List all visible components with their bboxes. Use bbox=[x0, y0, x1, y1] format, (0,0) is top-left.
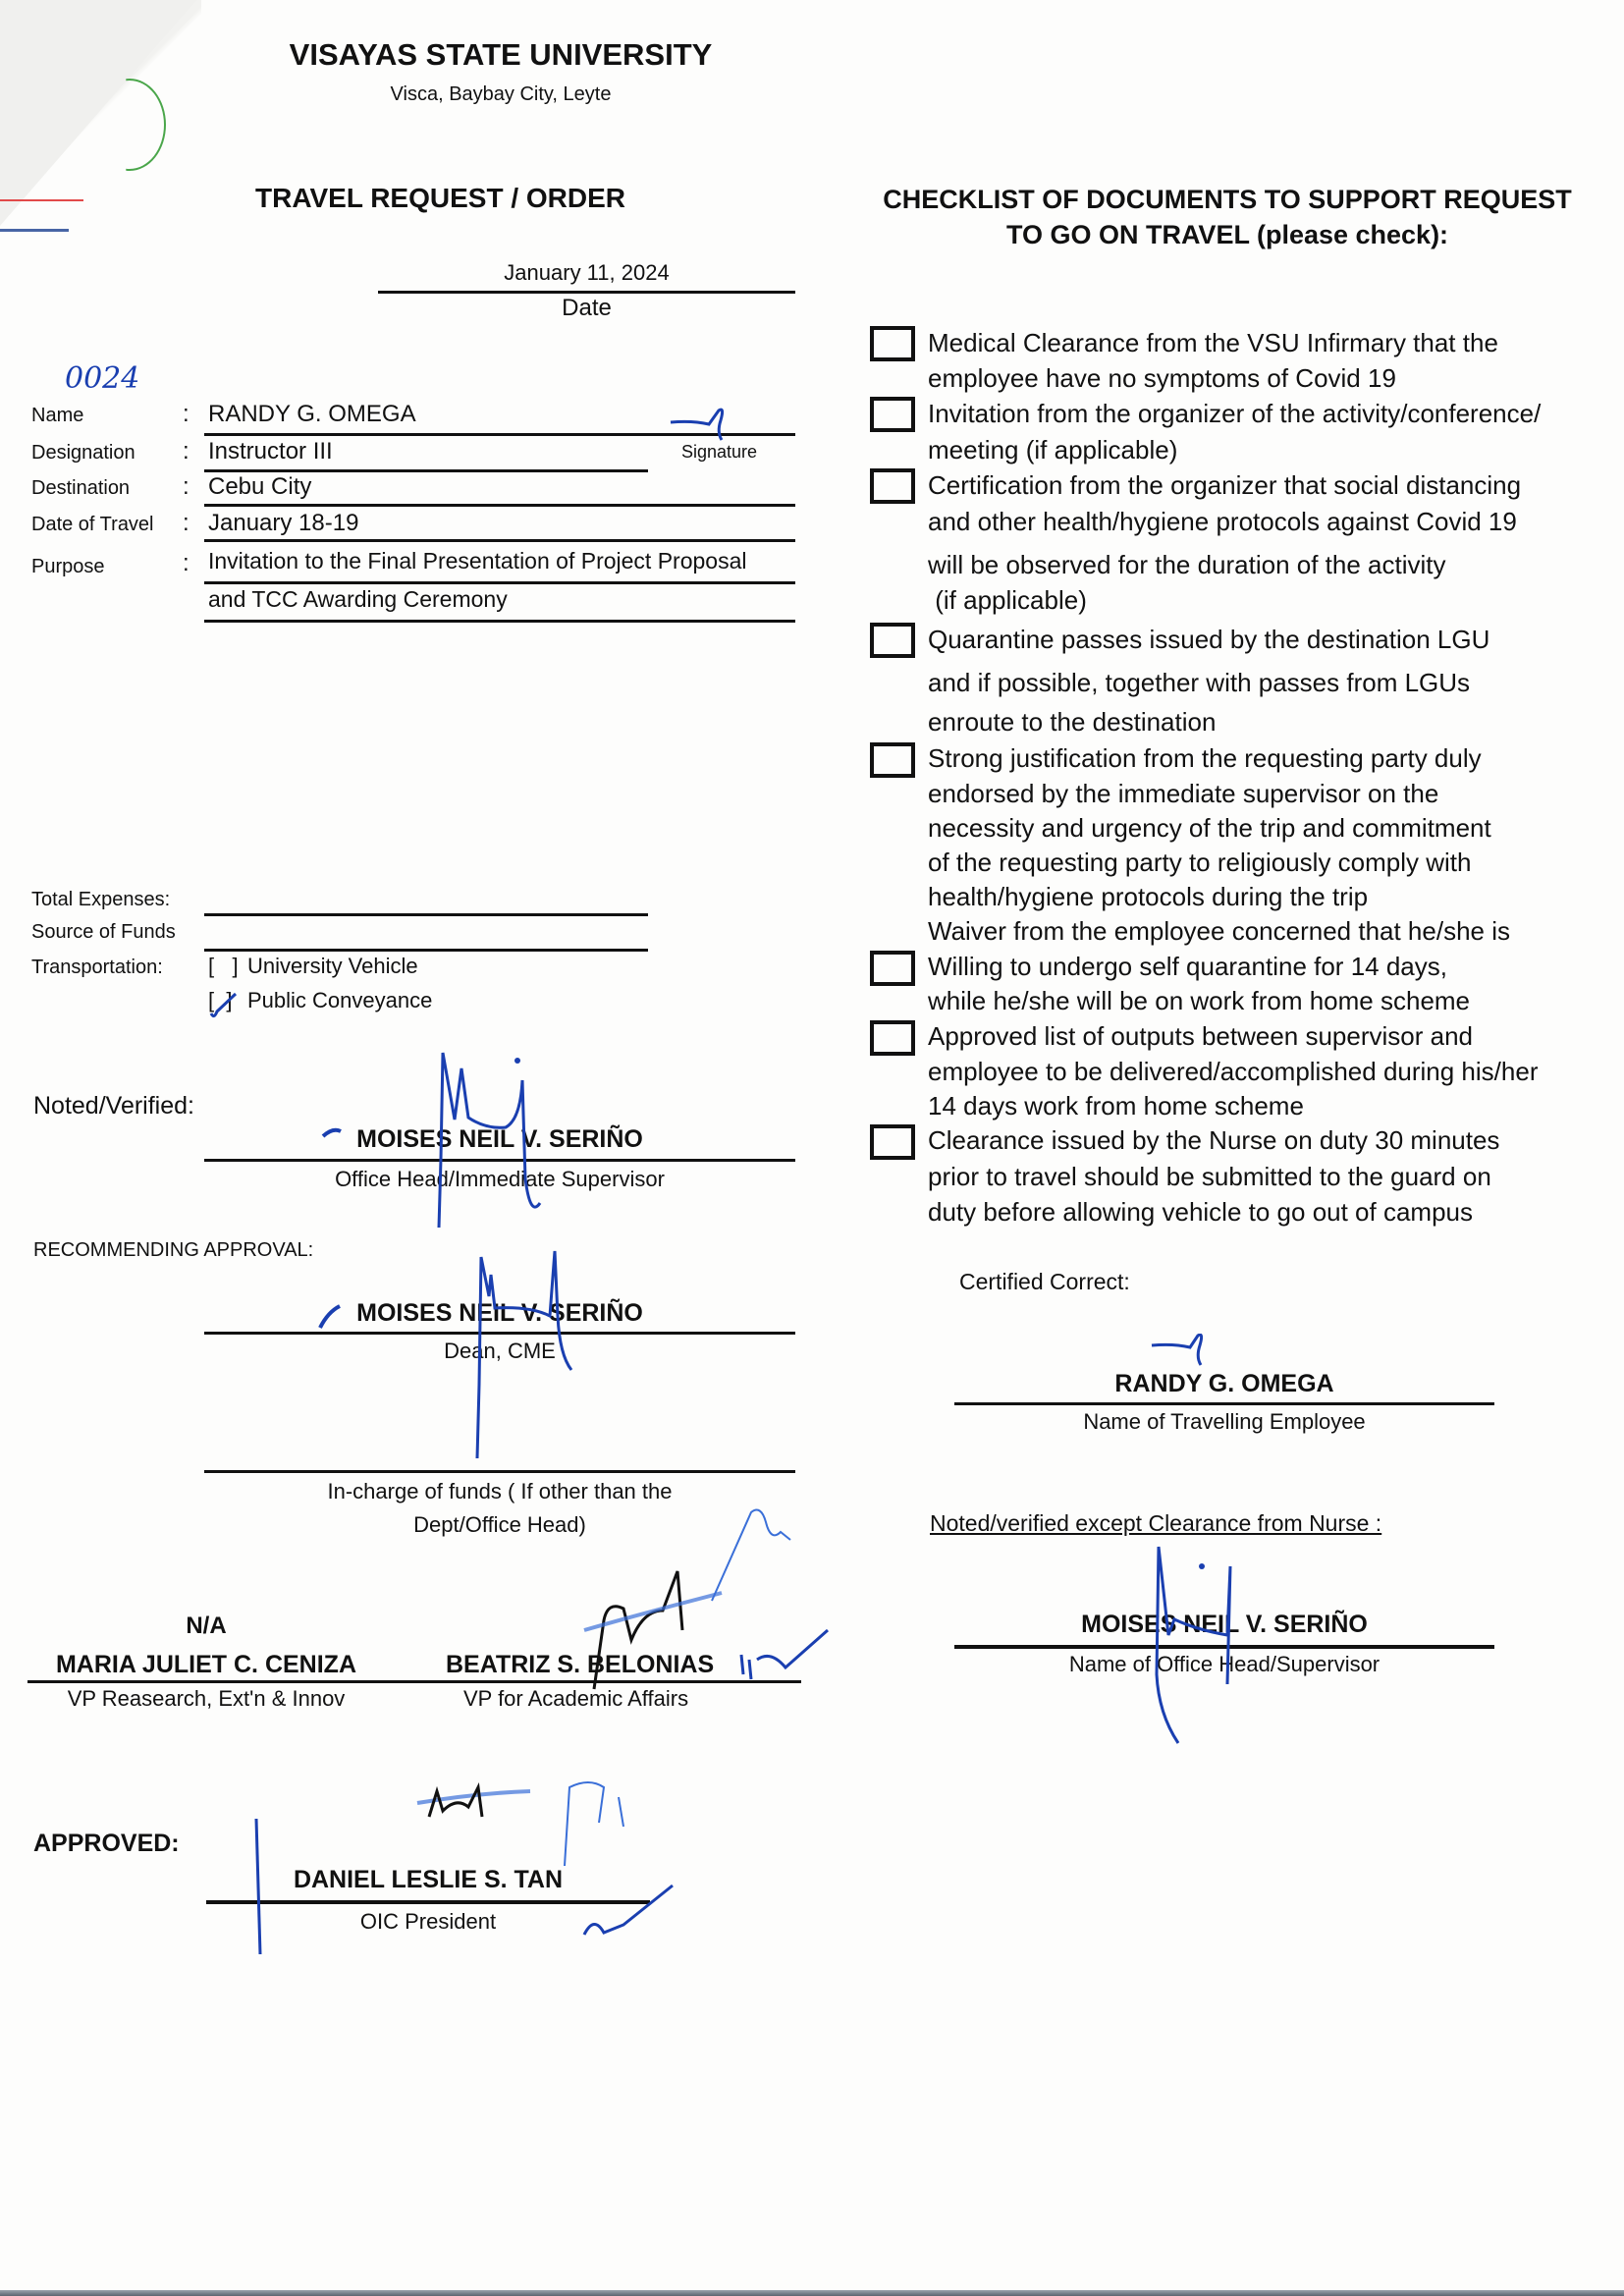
approved-label: APPROVED: bbox=[33, 1830, 180, 1857]
checklist-item-text: Invitation from the organizer of the activity/conference/ bbox=[928, 399, 1542, 428]
page-bottom-edge bbox=[0, 2290, 1624, 2296]
university-vehicle-label: University Vehicle bbox=[247, 954, 418, 978]
checklist-item-text: Quarantine passes issued by the destination LGU bbox=[928, 625, 1490, 654]
name-value[interactable]: RANDY G. OMEGA bbox=[208, 401, 416, 427]
colon: : bbox=[183, 510, 189, 536]
checklist-item-text: Strong justification from the requesting party duly bbox=[928, 743, 1482, 773]
checkbox-invitation[interactable] bbox=[870, 397, 915, 432]
funds-incharge-line bbox=[204, 1470, 795, 1473]
checklist-item-text: meeting (if applicable) bbox=[928, 435, 1178, 465]
vp-academic-name: BEATRIZ S. BELONIAS bbox=[446, 1651, 715, 1678]
date-label: Date bbox=[562, 295, 612, 321]
checklist-item-text: Waiver from the employee concerned that he/she is bbox=[928, 916, 1510, 946]
total-expenses-label: Total Expenses: bbox=[31, 889, 171, 910]
checklist-item-text: health/hygiene protocols during the trip bbox=[928, 882, 1369, 911]
checklist-item-text: prior to travel should be submitted to the guard on bbox=[928, 1162, 1491, 1191]
approved-name: DANIEL LESLIE S. TAN bbox=[293, 1866, 564, 1893]
checklist-item-text: enroute to the destination bbox=[928, 707, 1217, 737]
checklist-item-text: and if possible, together with passes from LGUs bbox=[928, 668, 1471, 697]
fold-red-line bbox=[0, 199, 83, 201]
noted-verified-position: Office Head/Immediate Supervisor bbox=[335, 1167, 665, 1191]
certified-name: RANDY G. OMEGA bbox=[1114, 1370, 1334, 1397]
vp-academic-position: VP for Academic Affairs bbox=[463, 1686, 689, 1711]
purpose-value-line2[interactable]: and TCC Awarding Ceremony bbox=[208, 586, 508, 612]
date-underline bbox=[378, 291, 795, 294]
approved-position: OIC President bbox=[359, 1909, 497, 1934]
date-of-travel-label: Date of Travel bbox=[31, 514, 154, 535]
purpose-underline-1 bbox=[204, 581, 795, 584]
checklist-item-text: (if applicable) bbox=[928, 585, 1087, 615]
checklist-title-line2: TO GO ON TRAVEL (please check): bbox=[1005, 220, 1449, 249]
checkbox-approved-outputs[interactable] bbox=[870, 1020, 915, 1056]
public-conveyance-label: Public Conveyance bbox=[247, 988, 433, 1012]
checkbox-nurse-clearance[interactable] bbox=[870, 1124, 915, 1160]
noted-except-line bbox=[954, 1645, 1494, 1649]
recommending-name: MOISES NEIL V. SERIÑO bbox=[356, 1299, 643, 1327]
colon: : bbox=[183, 473, 189, 500]
checkbox-waiver[interactable] bbox=[870, 951, 915, 986]
checklist-item-text: Clearance issued by the Nurse on duty 30 minutes bbox=[928, 1125, 1500, 1155]
noted-except-name: MOISES NEIL V. SERIÑO bbox=[1081, 1611, 1368, 1638]
fold-blue-line bbox=[0, 229, 69, 232]
noted-verified-name: MOISES NEIL V. SERIÑO bbox=[356, 1125, 643, 1153]
purpose-value-line1[interactable]: Invitation to the Final Presentation of Project Proposal bbox=[208, 548, 747, 574]
date-of-travel-value[interactable]: January 18-19 bbox=[208, 510, 359, 536]
date-of-travel-underline bbox=[204, 539, 795, 542]
employee-signature-icon bbox=[668, 403, 746, 447]
vp-research-position: VP Reasearch, Ext'n & Innov bbox=[67, 1686, 346, 1711]
checklist-item-text: employee have no symptoms of Covid 19 bbox=[928, 363, 1396, 393]
certified-position: Name of Travelling Employee bbox=[1083, 1409, 1366, 1434]
checklist-title-line1: CHECKLIST OF DOCUMENTS TO SUPPORT REQUEST bbox=[883, 185, 1572, 214]
folded-corner-flap bbox=[0, 0, 196, 226]
vp-research-status: N/A bbox=[186, 1613, 227, 1639]
certified-line bbox=[954, 1402, 1494, 1405]
checklist-item-text: Medical Clearance from the VSU Infirmary that the bbox=[928, 328, 1498, 357]
destination-underline bbox=[204, 504, 795, 507]
university-vehicle-checkbox[interactable]: [ ] bbox=[208, 954, 239, 978]
checkbox-quarantine-passes[interactable] bbox=[870, 623, 915, 658]
checklist-item-text: employee to be delivered/accomplished during his/her bbox=[928, 1057, 1539, 1086]
designation-label: Designation bbox=[31, 442, 135, 464]
checklist-item-text: duty before allowing vehicle to go out of campus bbox=[928, 1197, 1474, 1227]
checklist-item-text: necessity and urgency of the trip and commitment bbox=[928, 813, 1491, 843]
checklist-item-text: of the requesting party to religiously comply with bbox=[928, 847, 1472, 877]
name-underline bbox=[204, 433, 795, 436]
vp-research-name: MARIA JULIET C. CENIZA bbox=[55, 1651, 357, 1678]
purpose-underline-2 bbox=[204, 620, 795, 623]
funds-incharge-position-1: In-charge of funds ( If other than the bbox=[327, 1479, 673, 1503]
checklist-item-text: Willing to undergo self quarantine for 14 days, bbox=[928, 952, 1447, 981]
form-title: TRAVEL REQUEST / ORDER bbox=[255, 183, 626, 213]
public-conveyance-checkbox[interactable]: [ ] bbox=[208, 988, 233, 1012]
checkbox-justification[interactable] bbox=[870, 742, 915, 778]
recommending-position: Dean, CME bbox=[444, 1339, 556, 1363]
purpose-label: Purpose bbox=[31, 556, 105, 577]
checklist-item-text: Approved list of outputs between supervisor and bbox=[928, 1021, 1474, 1051]
certified-correct-label: Certified Correct: bbox=[959, 1269, 1130, 1294]
checkbox-certification[interactable] bbox=[870, 468, 915, 504]
designation-underline bbox=[204, 469, 648, 472]
designation-value[interactable]: Instructor III bbox=[208, 438, 333, 465]
checklist-item-text: Certification from the organizer that social distancing bbox=[928, 470, 1522, 500]
university-name: VISAYAS STATE UNIVERSITY bbox=[289, 37, 713, 72]
destination-value[interactable]: Cebu City bbox=[208, 473, 312, 500]
checklist-item-text: and other health/hygiene protocols against Covid 19 bbox=[928, 507, 1517, 536]
source-of-funds-label: Source of Funds bbox=[31, 921, 176, 943]
recommending-approval-label: RECOMMENDING APPROVAL: bbox=[33, 1239, 314, 1261]
date-value[interactable]: January 11, 2024 bbox=[504, 260, 670, 285]
transportation-label: Transportation: bbox=[31, 957, 163, 978]
name-label: Name bbox=[31, 405, 84, 426]
checkbox-medical-clearance[interactable] bbox=[870, 326, 915, 361]
recommending-line bbox=[204, 1332, 795, 1335]
noted-except-position: Name of Office Head/Supervisor bbox=[1068, 1652, 1380, 1676]
checklist-item-text: while he/she will be on work from home scheme bbox=[928, 986, 1471, 1015]
checklist-item-text: will be observed for the duration of the activity bbox=[928, 550, 1446, 579]
funds-incharge-position-2: Dept/Office Head) bbox=[413, 1512, 586, 1537]
noted-verified-label: Noted/Verified: bbox=[33, 1092, 194, 1120]
total-expenses-field[interactable] bbox=[204, 913, 648, 916]
vp-signature-line bbox=[27, 1680, 801, 1683]
signature-label: Signature bbox=[681, 442, 758, 462]
source-of-funds-field[interactable] bbox=[204, 949, 648, 952]
university-address: Visca, Baybay City, Leyte bbox=[390, 83, 612, 105]
noted-except-label: Noted/verified except Clearance from Nurse : bbox=[930, 1510, 1382, 1536]
noted-verified-line bbox=[204, 1159, 795, 1162]
approved-line bbox=[206, 1900, 650, 1904]
control-number-handwritten: 0024 bbox=[65, 361, 140, 396]
destination-label: Destination bbox=[31, 477, 131, 499]
checklist-item-text: endorsed by the immediate supervisor on the bbox=[928, 779, 1439, 808]
colon: : bbox=[183, 401, 189, 427]
colon: : bbox=[183, 438, 189, 465]
colon: : bbox=[183, 550, 189, 576]
checklist-item-text: 14 days work from home scheme bbox=[928, 1091, 1304, 1121]
